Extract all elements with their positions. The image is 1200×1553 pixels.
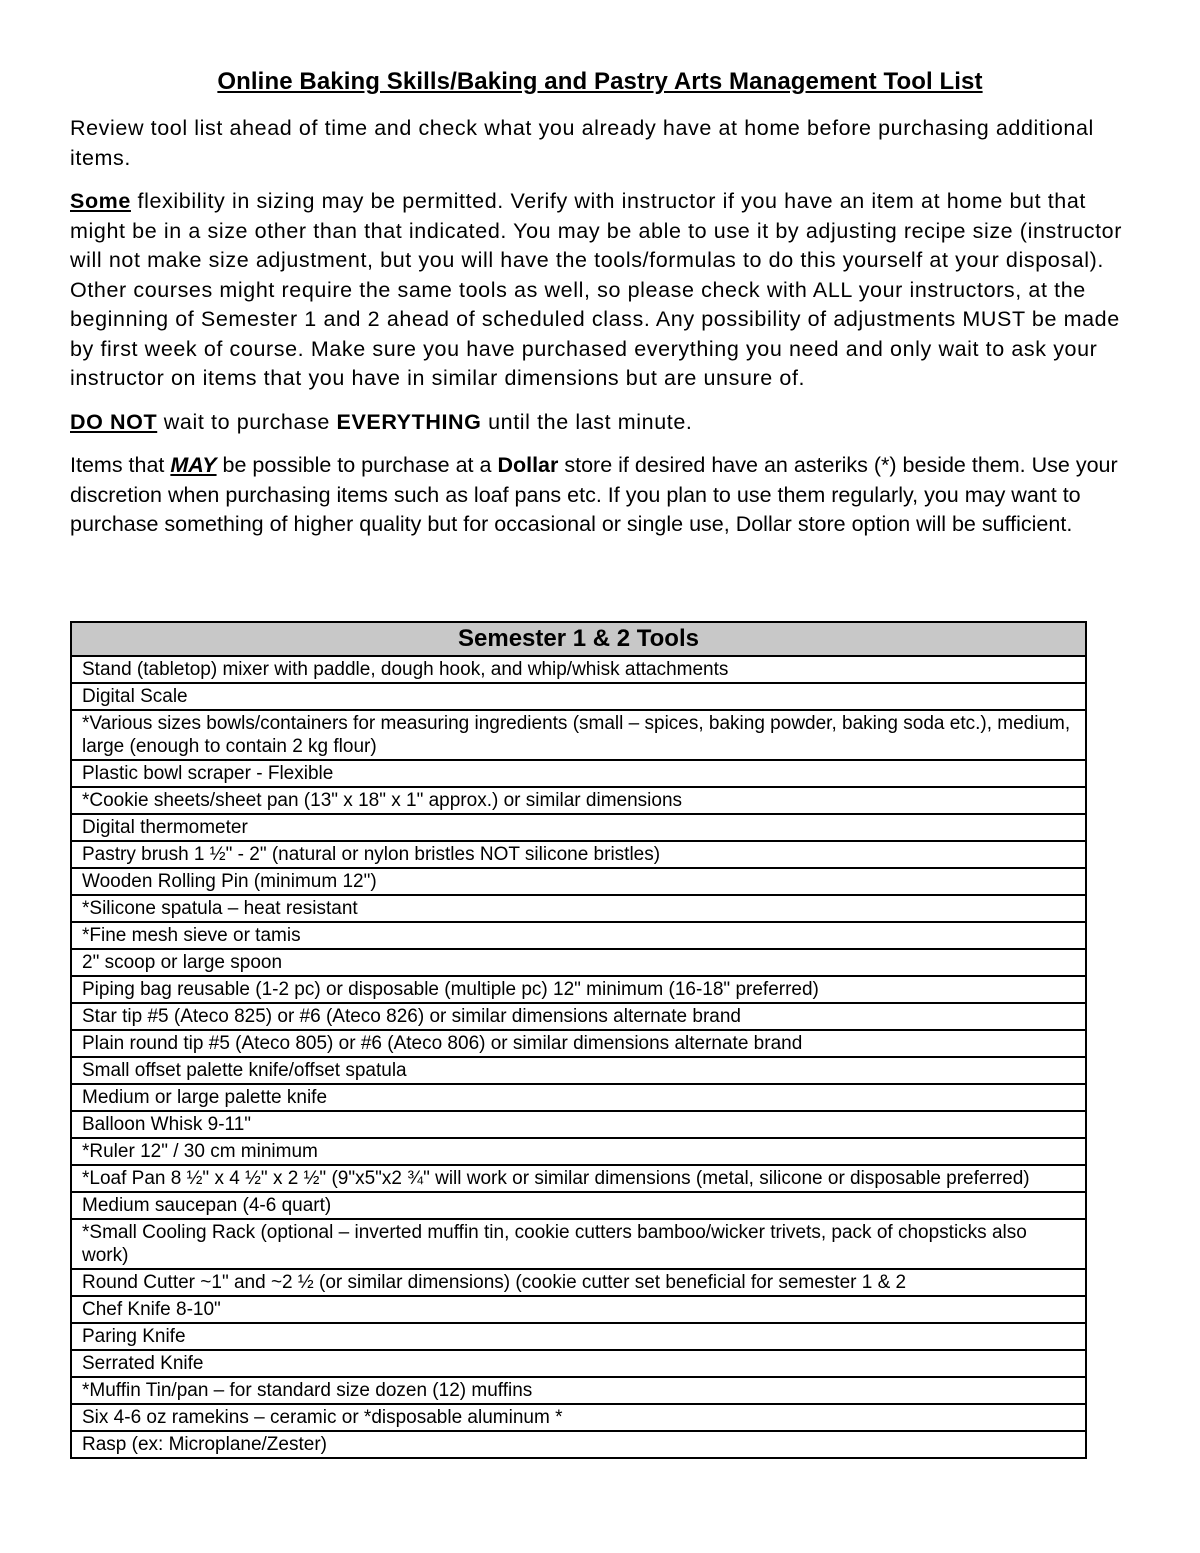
dollar-part3: store if desired have an asteriks (*) beside them. Use your discretion when purchasing items such as loaf pans etc. If you plan to use them regularly, you may want to purchase something of higher quality but for occasional or single use, Dollar store option will be sufficient. xyxy=(70,453,1118,536)
tool-item: *Small Cooling Rack (optional – inverted muffin tin, cookie cutters bamboo/wicker trivets, pack of chopsticks also work) xyxy=(71,1219,1086,1269)
deadline-tail: until the last minute. xyxy=(481,409,693,434)
tool-item: Small offset palette knife/offset spatula xyxy=(71,1057,1086,1084)
flexibility-text: flexibility in sizing may be permitted. Verify with instructor if you have an item at home but that might be in a size other than that indicated. You may be able to use it by adjusting recipe size (instructor will not make size adjustment, but you will have the tools/formulas to do this yourself at your disposal). Other courses might require the same tools as well, so please check with ALL your instructors, at the beginning of Semester 1 and 2 ahead of scheduled class. Any possibility of adjustments MUST be made by first week of course. Make sure you have purchased everything you need and only wait to ask your instructor on items that you have in similar dimensions but are unsure of. xyxy=(70,189,1122,390)
flexibility-paragraph xyxy=(70,187,1130,394)
tool-item: Digital Scale xyxy=(71,683,1086,710)
table-row xyxy=(71,814,1086,841)
some-emphasis: Some xyxy=(70,189,131,213)
table-row xyxy=(71,949,1086,976)
tool-item: Plastic bowl scraper - Flexible xyxy=(71,760,1086,787)
dollar-part1: Items that xyxy=(70,453,171,477)
tool-item: Serrated Knife xyxy=(71,1350,1086,1377)
dollar-emphasis: Dollar xyxy=(497,453,559,477)
tool-item: Six 4-6 oz ramekins – ceramic or *disposable aluminum * xyxy=(71,1404,1086,1431)
tool-item: Paring Knife xyxy=(71,1323,1086,1350)
table-row xyxy=(71,895,1086,922)
table-row xyxy=(71,1219,1086,1269)
tool-item: Wooden Rolling Pin (minimum 12") xyxy=(71,868,1086,895)
tool-item: Medium saucepan (4-6 quart) xyxy=(71,1192,1086,1219)
table-row xyxy=(71,1323,1086,1350)
table-row xyxy=(71,1030,1086,1057)
table-row xyxy=(71,1192,1086,1219)
tool-item: Piping bag reusable (1-2 pc) or disposable (multiple pc) 12" minimum (16-18" preferred) xyxy=(71,976,1086,1003)
deadline-paragraph xyxy=(70,408,1130,438)
table-row xyxy=(71,656,1086,683)
do-not-emphasis: DO NOT xyxy=(70,409,158,434)
table-row xyxy=(71,1111,1086,1138)
table-row xyxy=(71,710,1086,760)
tool-item: Chef Knife 8-10" xyxy=(71,1296,1086,1323)
table-row xyxy=(71,976,1086,1003)
tool-item: Stand (tabletop) mixer with paddle, dough hook, and whip/whisk attachments xyxy=(71,656,1086,683)
tool-item: *Various sizes bowls/containers for measuring ingredients (small – spices, baking powder, baking soda etc.), medium, large (enough to contain 2 kg flour) xyxy=(71,710,1086,760)
tools-table-header-row xyxy=(71,622,1086,656)
tools-table-header: Semester 1 & 2 Tools xyxy=(71,622,1086,656)
dollar-part2: be possible to purchase at a xyxy=(216,453,498,477)
tools-table xyxy=(70,621,1087,1459)
tool-item: Medium or large palette knife xyxy=(71,1084,1086,1111)
tool-item: *Loaf Pan 8 ½" x 4 ½" x 2 ½" (9"x5"x2 ¾" will work or similar dimensions (metal, silicone or disposable preferred) xyxy=(71,1165,1086,1192)
tools-table-body xyxy=(71,656,1086,1458)
table-row xyxy=(71,1084,1086,1111)
table-row xyxy=(71,868,1086,895)
table-row xyxy=(71,787,1086,814)
deadline-middle: wait to purchase xyxy=(157,409,337,434)
tool-item: *Fine mesh sieve or tamis xyxy=(71,922,1086,949)
table-row xyxy=(71,922,1086,949)
table-row xyxy=(71,1269,1086,1296)
table-row xyxy=(71,1003,1086,1030)
table-row xyxy=(71,683,1086,710)
tool-item: Pastry brush 1 ½" - 2" (natural or nylon bristles NOT silicone bristles) xyxy=(71,841,1086,868)
dollar-store-paragraph xyxy=(70,451,1130,540)
document-page xyxy=(70,68,1130,556)
tool-item: *Silicone spatula – heat resistant xyxy=(71,895,1086,922)
tool-item: Digital thermometer xyxy=(71,814,1086,841)
tool-item: Plain round tip #5 (Ateco 805) or #6 (Ateco 806) or similar dimensions alternate brand xyxy=(71,1030,1086,1057)
table-row xyxy=(71,1165,1086,1192)
tool-item: Rasp (ex: Microplane/Zester) xyxy=(71,1431,1086,1458)
table-row xyxy=(71,1296,1086,1323)
tool-item: *Ruler 12" / 30 cm minimum xyxy=(71,1138,1086,1165)
tool-item: Round Cutter ~1" and ~2 ½ (or similar dimensions) (cookie cutter set beneficial for semester 1 & 2 xyxy=(71,1269,1086,1296)
table-row xyxy=(71,1350,1086,1377)
table-row xyxy=(71,1138,1086,1165)
table-row xyxy=(71,1404,1086,1431)
table-row xyxy=(71,841,1086,868)
tool-item: *Muffin Tin/pan – for standard size dozen (12) muffins xyxy=(71,1377,1086,1404)
tool-item: *Cookie sheets/sheet pan (13" x 18" x 1" approx.) or similar dimensions xyxy=(71,787,1086,814)
intro-paragraph: Review tool list ahead of time and check what you already have at home before purchasing additional items. xyxy=(70,116,1094,170)
table-row xyxy=(71,1377,1086,1404)
everything-emphasis: EVERYTHING xyxy=(336,409,482,434)
table-row xyxy=(71,760,1086,787)
tool-item: 2" scoop or large spoon xyxy=(71,949,1086,976)
tool-item: Balloon Whisk 9-11" xyxy=(71,1111,1086,1138)
tool-item: Star tip #5 (Ateco 825) or #6 (Ateco 826) or similar dimensions alternate brand xyxy=(71,1003,1086,1030)
table-row xyxy=(71,1431,1086,1458)
table-row xyxy=(71,1057,1086,1084)
may-emphasis: MAY xyxy=(170,453,217,477)
document-title: Online Baking Skills/Baking and Pastry Arts Management Tool List xyxy=(217,68,983,95)
